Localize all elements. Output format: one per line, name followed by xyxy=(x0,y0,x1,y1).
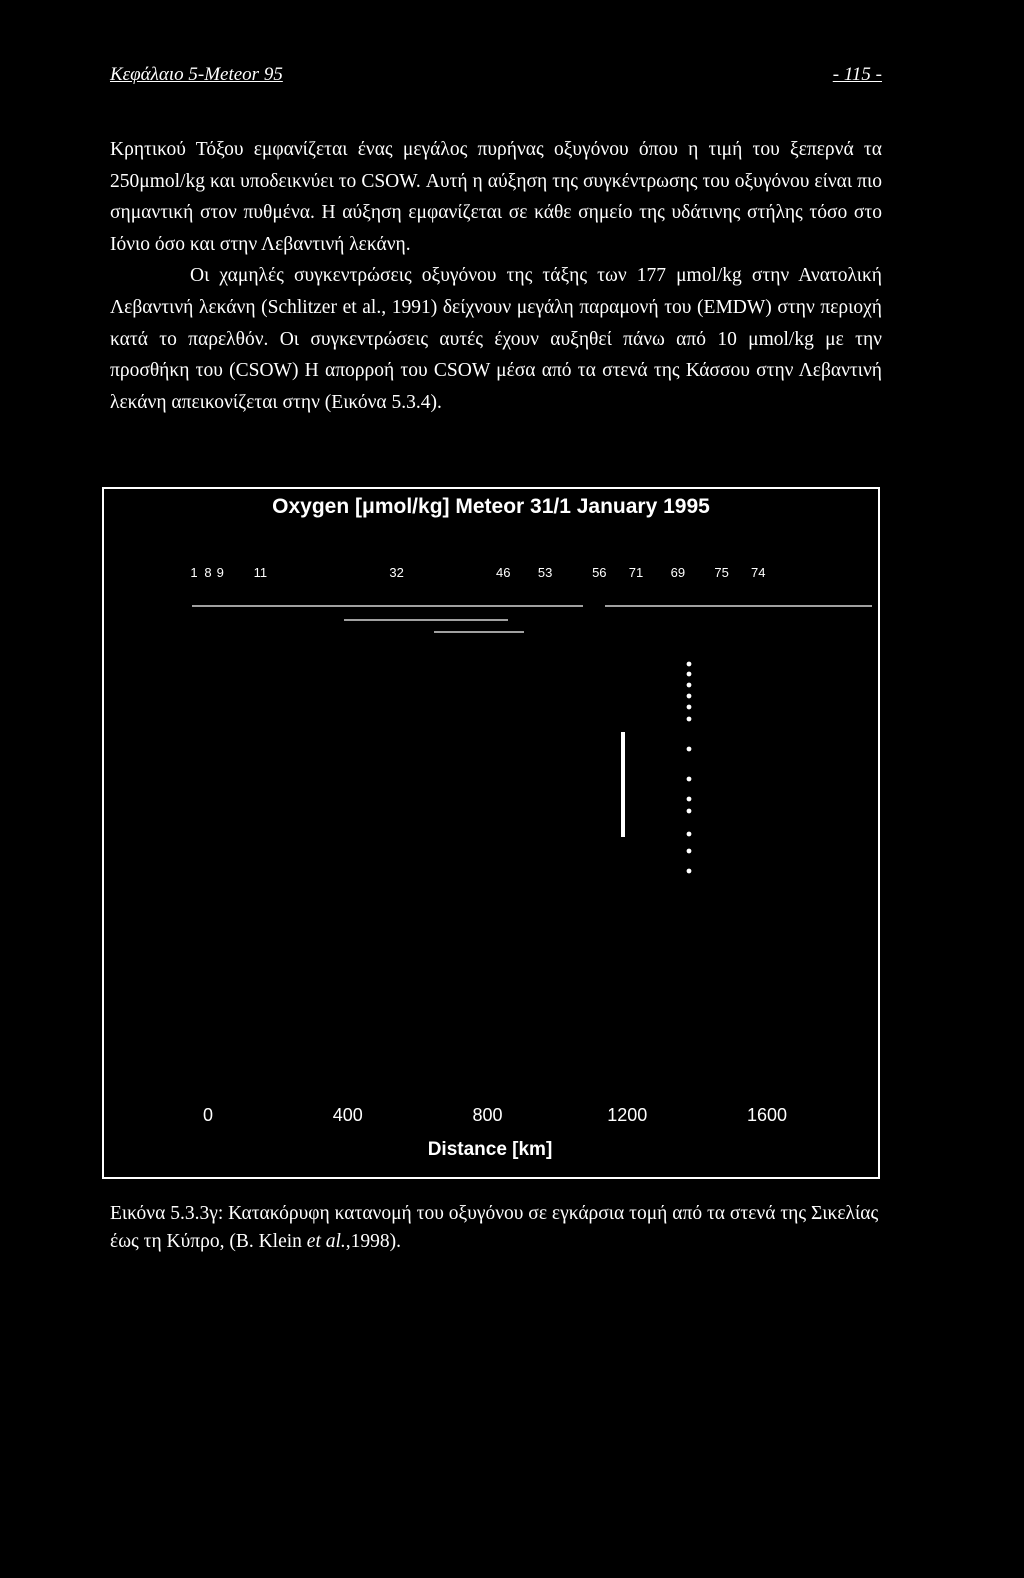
sample-point xyxy=(687,717,692,722)
x-tick-label: 1600 xyxy=(746,1105,788,1125)
station-label: 9 xyxy=(216,565,224,580)
caption-italic: et al. xyxy=(306,1231,346,1252)
station-label: 75 xyxy=(714,565,729,580)
x-tick-label: 800 xyxy=(472,1105,503,1125)
station-labels xyxy=(190,565,765,580)
sample-point xyxy=(687,694,692,699)
sample-point xyxy=(687,747,692,752)
station-label: 8 xyxy=(204,565,212,580)
chapter-title: Κεφάλαιο 5-Meteor 95 xyxy=(110,64,283,85)
section-plot xyxy=(104,489,878,1177)
station-label: 71 xyxy=(628,565,644,580)
sample-point xyxy=(687,849,692,854)
profile-bar xyxy=(621,732,625,837)
figure-caption xyxy=(110,1200,882,1256)
station-label: 11 xyxy=(253,565,268,580)
paragraph-2: Οι χαμηλές συγκεντρώσεις οξυγόνου της τάξης των 177 μmol/kg στην Ανατολική Λεβαντινή λεκάνη (Schlitzer et al., 1991) δείχνουν μεγάλη παραμονή του (EMDW) στην περιοχή κατά το παρελθόν. Οι συγκεντρώσεις αυτές έχουν αυξηθεί πάνω από 10 μmol/kg με την προσθήκη του (CSOW) Η απορροή του CSOW μέσα από τα στενά της Κάσσου στην Λεβαντινή λεκάνη απεικονίζεται στην (Εικόνα 5.3.4). xyxy=(110,265,882,413)
station-label: 1 xyxy=(190,565,198,580)
station-label: 69 xyxy=(670,565,686,580)
x-tick-label: 400 xyxy=(332,1105,363,1125)
station-label: 46 xyxy=(495,565,511,580)
paragraph-1: Κρητικού Τόξου εμφανίζεται ένας μεγάλος πυρήνας οξυγόνου όπου η τιμή του ξεπερνά τα 250μmol/kg και υποδεικνύει το CSOW. Αυτή η αύξηση της συγκέντρωσης του οξυγόνου είναι πιο σημαντική στον πυθμένα. Η αύξηση εμφανίζεται σε κάθε σημείο της υδάτινης στήλης τόσο στο Ιόνιο όσο και στην Λεβαντινή λεκάνη. xyxy=(110,139,882,255)
sample-point xyxy=(687,832,692,837)
sample-point xyxy=(687,797,692,802)
sample-markers xyxy=(621,662,691,874)
page-number: - 115 - xyxy=(832,64,882,85)
caption-text: Εικόνα 5.3.3γ: Κατακόρυφη κατανομή του οξυγόνου σε εγκάρσια τομή από τα στενά της Σικελίας έως τη Κύπρο, (B. Klein xyxy=(110,1203,879,1252)
x-tick-label: 1200 xyxy=(607,1105,648,1125)
sample-point xyxy=(687,809,692,814)
sample-point xyxy=(687,777,692,782)
caption-end: ,1998). xyxy=(345,1231,402,1252)
sample-point xyxy=(687,662,692,667)
sample-point xyxy=(687,683,692,688)
sample-point xyxy=(687,705,692,710)
station-label: 56 xyxy=(592,565,607,580)
station-label: 53 xyxy=(537,565,553,580)
sample-point xyxy=(687,869,692,874)
sample-point xyxy=(687,672,692,677)
x-tick-label: 0 xyxy=(202,1105,214,1125)
x-axis-label: Distance [km] xyxy=(427,1139,553,1160)
page-header xyxy=(110,64,882,90)
figure-title: Oxygen [μmol/kg] Meteor 31/1 January 1995 xyxy=(272,495,710,518)
x-tick-labels xyxy=(203,1105,787,1125)
station-label: 32 xyxy=(389,565,404,580)
body-text xyxy=(110,134,882,418)
oxygen-section-figure xyxy=(102,487,880,1179)
contour-lines xyxy=(192,606,872,632)
station-label: 74 xyxy=(751,565,766,580)
